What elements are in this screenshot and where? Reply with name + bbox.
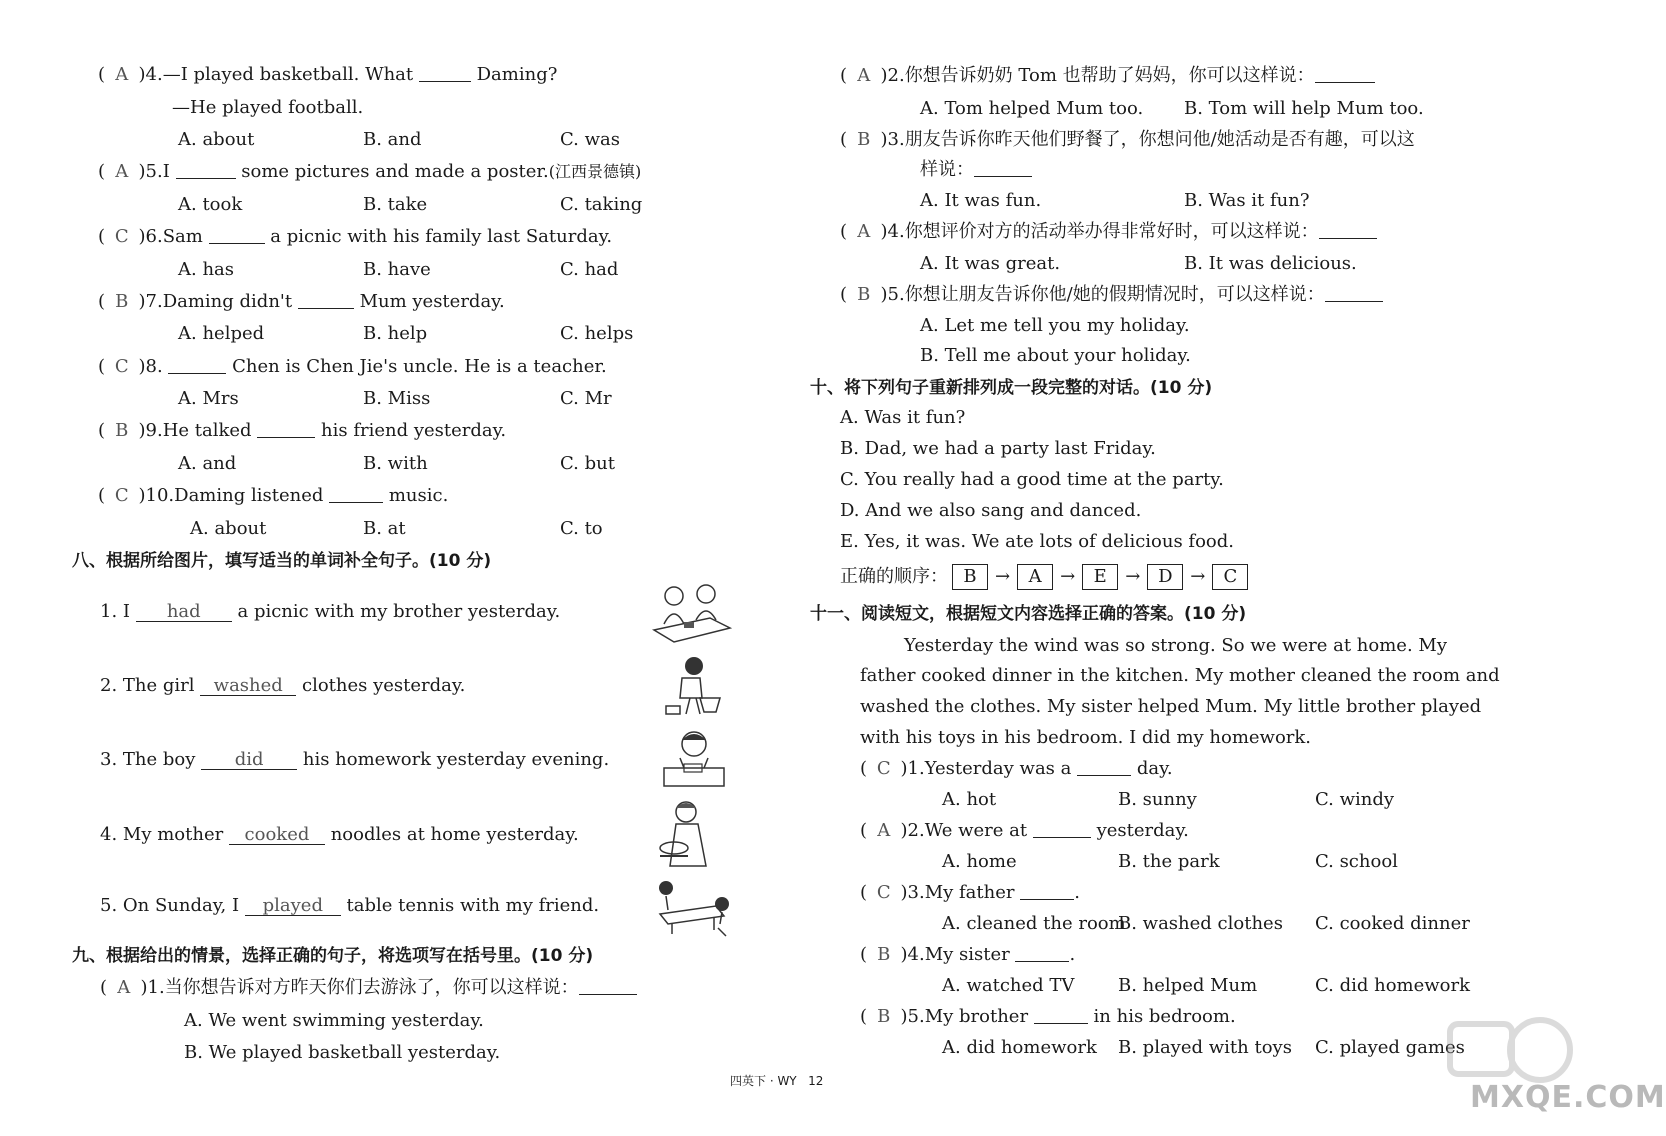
picture-fill-5: 5. On Sunday, I played table tennis with my friend. [100,895,600,916]
option-b: B. take [363,194,428,215]
option-b: B. the park [1118,851,1220,872]
order-box-3: E [1082,564,1118,590]
option-a: A. We went swimming yesterday. [184,1010,484,1031]
dialogue-line-e: E. Yes, it was. We ate lots of delicious food. [840,531,1235,552]
option-a: A. watched TV [942,975,1075,996]
dialogue-line-c: C. You really had a good time at the party. [840,469,1224,490]
dialogue-line-d: D. And we also sang and danced. [840,500,1142,521]
situation-question-3-cont: 样说： [920,158,1032,182]
option-a: A. Tom helped Mum too. [920,98,1144,119]
order-box-2: A [1017,564,1053,590]
order-box-5: C [1212,564,1248,590]
option-a: A. about [178,129,255,150]
option-b: B. helped Mum [1118,975,1258,996]
option-c: C. windy [1315,789,1395,810]
option-a: A. Let me tell you my holiday. [920,315,1190,336]
reading-question-5: ( B )5.My brother in his bedroom. [860,1006,1236,1027]
question-7-5: ( A )5.I some pictures and made a poster.(江西景德镇) [98,161,642,182]
option-b: B. played with toys [1118,1037,1292,1058]
dialogue-line-b: B. Dad, we had a party last Friday. [840,438,1156,459]
option-a: A. and [178,453,237,474]
question-7-4-reply: —He played football. [172,97,364,118]
picture-fill-4: 4. My mother cooked noodles at home yesterday. [100,824,579,845]
option-c: C. school [1315,851,1398,872]
passage-line-1: Yesterday the wind was so strong. So we were at home. My [904,635,1447,656]
option-b: B. Tom will help Mum too. [1184,98,1424,119]
option-a: A. took [178,194,243,215]
picture-fill-3: 3. The boy did his homework yesterday evening. [100,749,610,770]
option-a: A. helped [178,323,265,344]
option-a: A. It was fun. [920,190,1042,211]
option-b: B. with [363,453,428,474]
option-c: C. had [560,259,619,280]
option-b: B. It was delicious. [1184,253,1357,274]
option-b: B. have [363,259,431,280]
situation-question-5: ( B )5.你想让朋友告诉你他/她的假期情况时，可以这样说： [840,283,1383,307]
option-b: B. and [363,129,422,150]
reading-question-1: ( C )1.Yesterday was a day. [860,758,1173,779]
question-7-8: ( C )8. Chen is Chen Jie's uncle. He is a teacher. [98,356,607,377]
page-footer: 四英下 · WY 12 [730,1074,824,1088]
question-7-4: ( A )4.—I played basketball. What Daming? [98,64,558,85]
option-b: B. Tell me about your holiday. [920,345,1191,366]
situation-question-3: ( B )3.朋友告诉你昨天他们野餐了，你想问他/她活动是否有趣，可以这 [840,129,1415,150]
reading-question-4: ( B )4.My sister . [860,944,1076,965]
option-a: A. did homework [942,1037,1097,1058]
section-8-title: 八、根据所给图片，填写适当的单词补全句子。(10 分) [72,551,492,571]
section-9-title: 九、根据给出的情景，选择正确的句子，将选项写在括号里。(10 分) [72,946,594,966]
dialogue-line-a: A. Was it fun? [840,407,966,428]
option-b: B. Miss [363,388,431,409]
option-c: C. Mr [560,388,612,409]
option-a: A. hot [942,789,997,810]
question-7-9: ( B )9.He talked his friend yesterday. [98,420,507,441]
girl-washing-picture-icon [660,654,724,720]
option-a: A. Mrs [178,388,239,409]
option-a: A. It was great. [920,253,1061,274]
option-b: B. We played basketball yesterday. [184,1042,501,1063]
reading-question-2: ( A )2.We were at yesterday. [860,820,1189,841]
reading-question-3: ( C )3.My father . [860,882,1080,903]
order-box-4: D [1147,564,1183,590]
passage-line-2: father cooked dinner in the kitchen. My mother cleaned the room and [860,665,1500,686]
option-a: A. has [178,259,235,280]
right-column [810,0,1580,1100]
option-a: A. about [190,518,267,539]
situation-question-1: ( A )1.当你想告诉对方昨天你们去游泳了，你可以这样说： [100,976,637,1000]
section-10-title: 十、将下列句子重新排列成一段完整的对话。(10 分) [810,378,1213,398]
mother-cooking-picture-icon [656,800,716,870]
option-c: C. was [560,129,620,150]
section-11-title: 十一、阅读短文，根据短文内容选择正确的答案。(10 分) [810,604,1247,624]
option-c: C. but [560,453,615,474]
option-c: C. helps [560,323,634,344]
question-7-6: ( C )6.Sam a picnic with his family last Saturday. [98,226,613,247]
boy-homework-picture-icon [660,728,728,792]
situation-question-4: ( A )4.你想评价对方的活动举办得非常好时，可以这样说： [840,220,1377,244]
option-b: B. Was it fun? [1184,190,1310,211]
option-b: B. at [363,518,406,539]
option-c: C. taking [560,194,643,215]
picture-fill-2: 2. The girl washed clothes yesterday. [100,675,466,696]
question-7-7: ( B )7.Daming didn't Mum yesterday. [98,291,505,312]
order-box-1: B [952,564,988,590]
option-a: A. cleaned the room [942,913,1126,934]
option-b: B. sunny [1118,789,1197,810]
order-answer: 正确的顺序： B → A → E → D → C [840,564,1252,590]
option-c: C. to [560,518,603,539]
option-c: C. played games [1315,1037,1465,1058]
situation-question-2: ( A )2.你想告诉奶奶 Tom 也帮助了妈妈，你可以这样说： [840,64,1375,88]
picture-fill-1: 1. I had a picnic with my brother yesterday. [100,601,561,622]
question-7-10: ( C )10.Daming listened music. [98,485,449,506]
option-b: B. washed clothes [1118,913,1283,934]
passage-line-4: with his toys in his bedroom. I did my homework. [860,727,1312,748]
passage-line-3: washed the clothes. My sister helped Mum. My little brother played [860,696,1482,717]
option-c: C. did homework [1315,975,1471,996]
picnic-picture-icon [650,580,734,644]
watermark-text: MXQE.COM [1470,1080,1666,1115]
table-tennis-picture-icon [652,876,736,938]
option-a: A. home [942,851,1017,872]
option-b: B. help [363,323,428,344]
left-column [0,0,760,1100]
option-c: C. cooked dinner [1315,913,1470,934]
